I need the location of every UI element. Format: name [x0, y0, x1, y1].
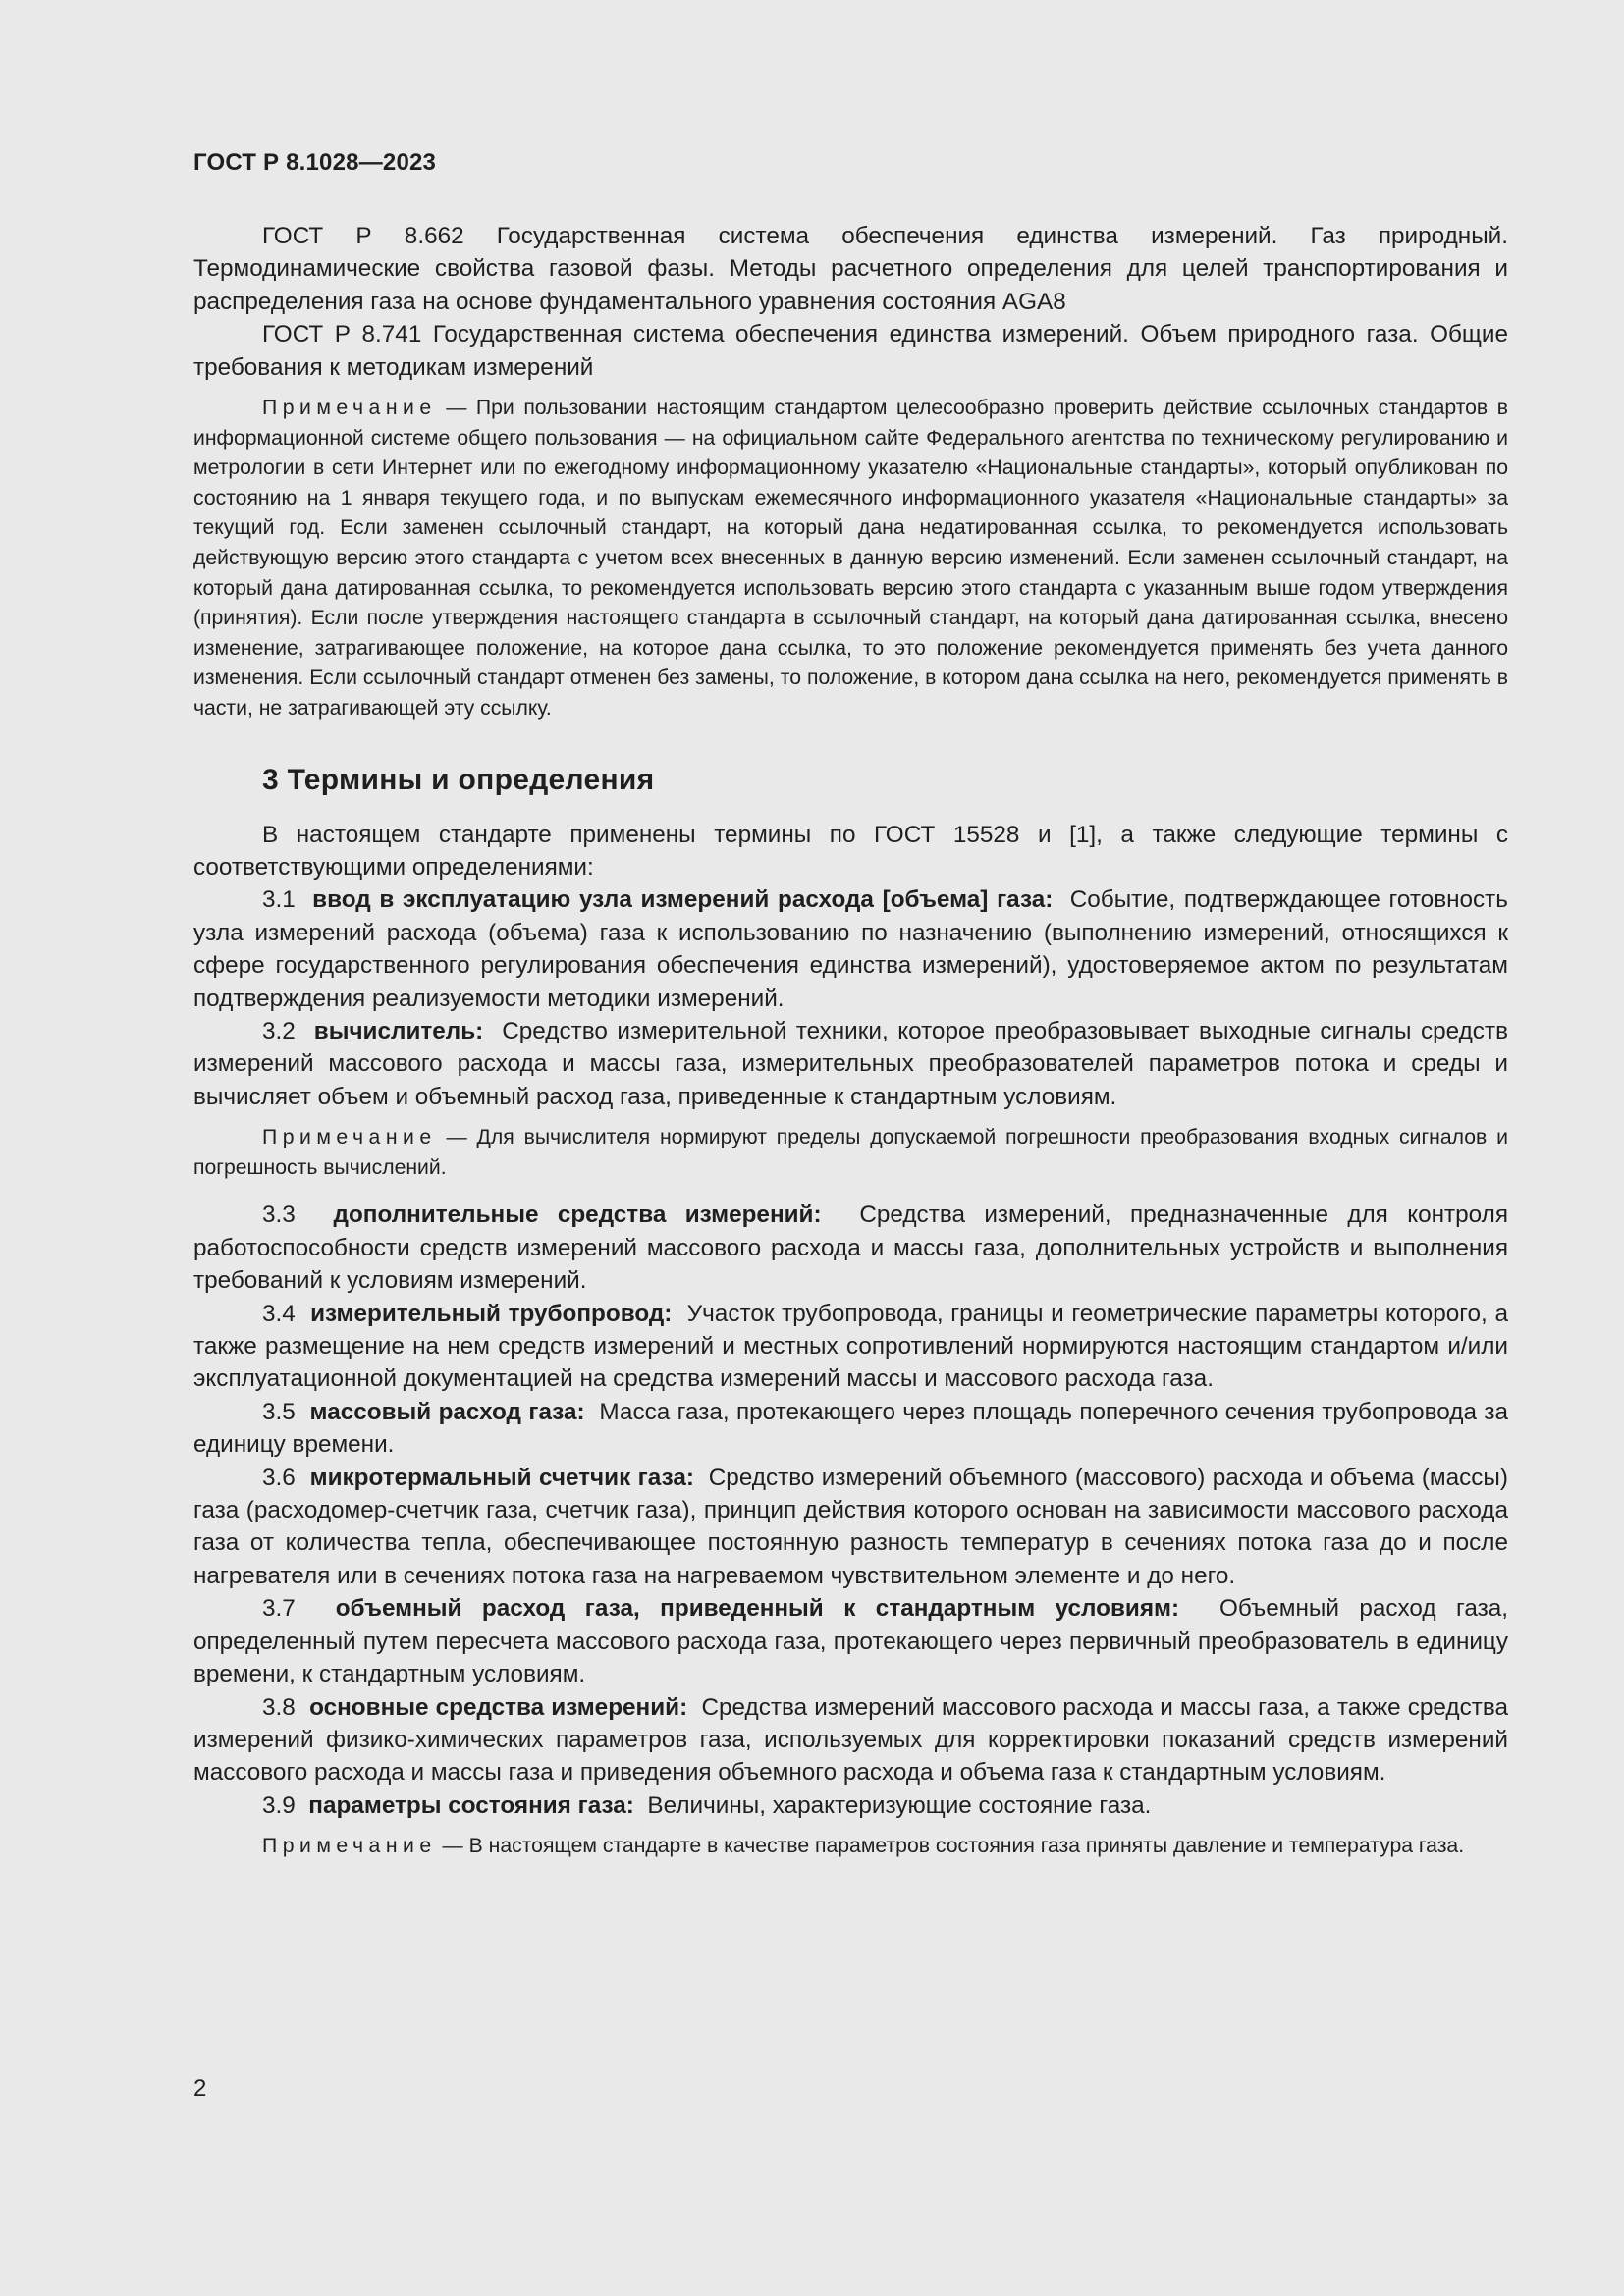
term-number: 3.2: [262, 1018, 296, 1044]
term-number: 3.9: [262, 1791, 296, 1819]
term-definition: Средство измерений объемного (массового) расхода и объема (массы) газа (расходомер-счетчик газа, счетчик газа), принцип действия которого основан на зависимости массового расхода газа от количества тепла, обеспечивающее постоянную разность температур в сечениях потока газа до и после нагревателя или в сечениях потока газа на нагреваемом чувствительном элементе и до него.: [193, 1464, 1508, 1589]
term-definition: Величины, характеризующие состояние газа.: [647, 1791, 1152, 1819]
term-definition: Масса газа, протекающего через площадь поперечного сечения трубопровода за единицу времени.: [193, 1398, 1508, 1459]
note-references: [193, 394, 1508, 724]
term-item: [193, 1789, 1508, 1822]
note-state-parameters: [193, 1832, 1508, 1862]
term-number: 3.3: [262, 1201, 296, 1229]
term-definition: Событие, подтверждающее готовность узла измерений расхода (объема) газа к использованию по назначению (выполнению измерений, относящихся к сфере государственного регулирования обеспечения единства измерений), удостоверяемое актом по результатам подтверждения реализуемости методики измерений.: [193, 886, 1508, 1012]
term-name: микротермальный счетчик газа:: [309, 1464, 694, 1491]
terms-section-continued: [193, 1199, 1508, 1822]
page-number: 2: [193, 2075, 207, 2102]
normative-references: [193, 220, 1508, 384]
term-name: массовый расход газа:: [309, 1398, 585, 1425]
term-number: 3.7: [262, 1595, 296, 1623]
term-number: 3.1: [262, 886, 296, 914]
term-number: 3.5: [262, 1398, 296, 1425]
term-number: 3.6: [262, 1464, 296, 1491]
term-item: [193, 1691, 1508, 1789]
note-label: Примечание: [262, 397, 437, 420]
note-label: Примечание: [262, 1835, 437, 1858]
terms-section: [193, 819, 1508, 1114]
note-text: — Для вычислителя нормируют пределы допускаемой погрешности преобразования входных сигналов и погрешность вычислений.: [193, 1126, 1508, 1179]
term-name: измерительный трубопровод:: [310, 1300, 673, 1327]
term-item: [193, 1462, 1508, 1593]
term-item: [193, 1015, 1508, 1113]
term-number: 3.4: [262, 1300, 296, 1327]
term-name: объемный расход газа, приведенный к стандартным условиям:: [335, 1595, 1180, 1623]
term-name: дополнительные средства измерений:: [333, 1201, 822, 1229]
term-item: [193, 1199, 1508, 1297]
term-number: 3.8: [262, 1693, 296, 1721]
section-title: 3 Термины и определения: [262, 763, 655, 796]
section-intro: В настоящем стандарте применены термины по ГОСТ 15528 и [1], а также следующие термины с соответствующими определениями:: [193, 821, 1508, 881]
term-item: [193, 1592, 1508, 1690]
note-text: — При пользовании настоящим стандартом целесообразно проверить действие ссылочных стандартов в информационной системе общего пользования — на официальном сайте Федерального агентства по техническому регулированию и метрологии в сети Интернет или по ежегодному информационному указателю «Национальные стандарты», который опубликован по состоянию на 1 января текущего года, и по выпускам ежемесячного информационного указателя «Национальные стандарты» за текущий год. Если заменен ссылочный стандарт, на который дана недатированная ссылка, то рекомендуется использовать действующую версию этого стандарта с учетом всех внесенных в данную версию изменений. Если заменен ссылочный стандарт, на который дана датированная ссылка, то рекомендуется использовать версию этого стандарта с указанным выше годом утверждения (принятия). Если после утверждения настоящего стандарта в ссылочный стандарт, на который дана датированная ссылка, внесено изменение, затрагивающее положение, на которое дана ссылка, то это положение рекомендуется применять без учета данного изменения. Если ссылочный стандарт отменен без замены, то положение, в котором дана ссылка на него, рекомендуется применять в части, не затрагивающей эту ссылку.: [193, 397, 1508, 720]
reference-item: ГОСТ Р 8.741 Государственная система обеспечения единства измерений. Объем природного газа. Общие требования к методикам измерений: [193, 321, 1508, 381]
term-name: ввод в эксплуатацию узла измерений расхода [объема] газа:: [312, 886, 1054, 914]
term-definition: Участок трубопровода, границы и геометрические параметры которого, а также размещение на нем средств измерений и местных сопротивлений нормируются настоящим стандартом и/или эксплуатационной документацией на средства измерений массы и массового расхода газа.: [193, 1300, 1508, 1393]
term-name: основные средства измерений:: [309, 1693, 688, 1721]
term-name: вычислитель:: [313, 1018, 484, 1044]
note-text: — В настоящем стандарте в качестве параметров состояния газа приняты давление и температура газа.: [436, 1835, 1465, 1858]
term-item: [193, 1298, 1508, 1396]
note-label: Примечание: [262, 1126, 437, 1149]
term-definition: Средство измерительной техники, которое преобразовывает выходные сигналы средств измерений массового расхода и массы газа, измерительных преобразователей параметров потока и среды и вычисляет объем и объемный расход газа, приведенные к стандартным условиям.: [193, 1018, 1508, 1110]
reference-item: ГОСТ Р 8.662 Государственная система обеспечения единства измерений. Газ природный. Термодинамические свойства газовой фазы. Методы расчетного определения для целей транспортирования и распределения газа на основе фундаментального уравнения состояния AGA8: [193, 223, 1508, 315]
document-header: ГОСТ Р 8.1028—2023: [193, 149, 437, 176]
term-name: параметры состояния газа:: [308, 1791, 634, 1819]
term-item: [193, 883, 1508, 1015]
note-calculator: [193, 1123, 1508, 1183]
term-definition: Средства измерений массового расхода и массы газа, а также средства измерений физико-химических параметров газа, используемых для корректировки показаний средств измерений массового расхода и массы газа и приведения объемного расхода и объема газа к стандартным условиям.: [193, 1693, 1508, 1787]
term-definition: Объемный расход газа, определенный путем пересчета массового расхода газа, протекающего через первичный преобразователь в единицу времени, к стандартным условиям.: [193, 1595, 1508, 1688]
term-definition: Средства измерений, предназначенные для контроля работоспособности средств измерений массового расхода и массы газа, дополнительных устройств и выполнения требований к условиям измерений.: [193, 1201, 1508, 1295]
term-item: [193, 1396, 1508, 1462]
